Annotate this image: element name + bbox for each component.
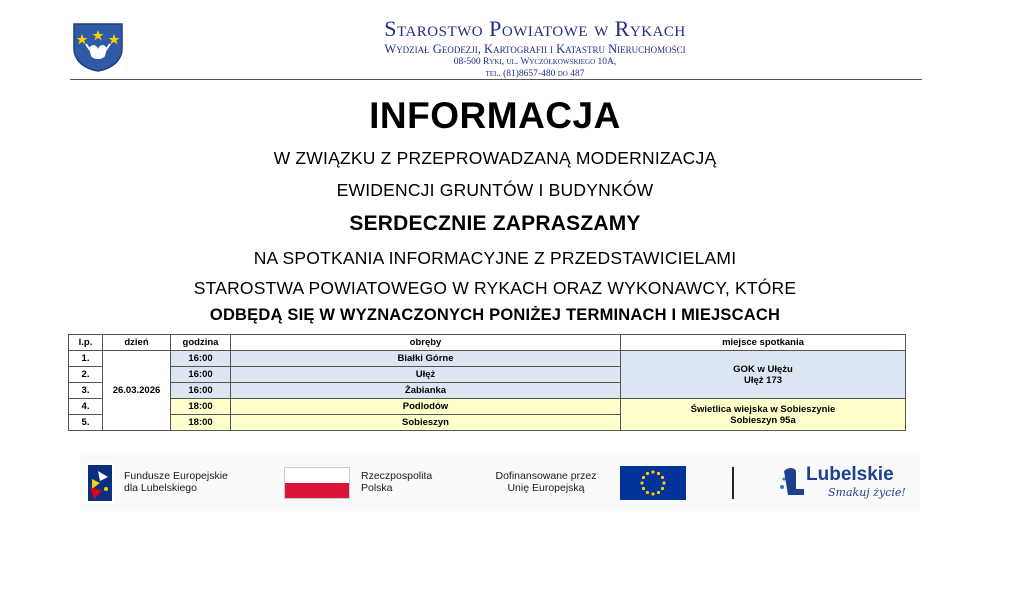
fe-line-2: dla Lubelskiego bbox=[124, 482, 197, 494]
fe-line-1: Fundusze Europejskie bbox=[124, 470, 228, 482]
eu-cofunding-label bbox=[480, 470, 612, 494]
invitation-heading: SERDECZNIE ZAPRASZAMY bbox=[349, 212, 641, 235]
rp-line-2: Polska bbox=[361, 482, 393, 494]
header-time: godzina bbox=[171, 335, 231, 351]
office-phone: tel. (81)8657-480 do 487 bbox=[485, 69, 585, 79]
header-lp: l.p. bbox=[69, 335, 103, 351]
cell-obreb: Białki Górne bbox=[231, 351, 621, 367]
page-title: INFORMACJA bbox=[369, 95, 621, 136]
place-2-name: Świetlica wiejska w Sobieszynie bbox=[690, 403, 836, 415]
rp-line-1: Rzeczpospolita bbox=[361, 470, 433, 482]
cell-time: 16:00 bbox=[171, 367, 231, 383]
eu-flag-icon bbox=[620, 466, 686, 500]
office-name: Starostwo Powiatowe w Rykach bbox=[384, 16, 686, 41]
table-header-row bbox=[69, 335, 906, 351]
office-header bbox=[230, 16, 840, 80]
cell-obreb: Ułęż bbox=[231, 367, 621, 383]
european-funds-label bbox=[124, 470, 228, 494]
table-row bbox=[69, 351, 906, 367]
cell-lp: 3. bbox=[69, 383, 103, 399]
cell-time: 18:00 bbox=[171, 399, 231, 415]
place-1-name: GOK w Ułężu bbox=[733, 363, 793, 375]
cell-time: 16:00 bbox=[171, 383, 231, 399]
logo-separator bbox=[732, 467, 734, 499]
cell-lp: 2. bbox=[69, 367, 103, 383]
header-divider bbox=[70, 79, 922, 80]
text-line-4: NA SPOTKANIA INFORMACYJNE Z PRZEDSTAWICIELAMI bbox=[253, 248, 737, 268]
cell-obreb: Sobieszyn bbox=[231, 415, 621, 431]
cell-lp: 1. bbox=[69, 351, 103, 367]
coat-of-arms-icon bbox=[72, 22, 124, 72]
ue-line-1: Dofinansowane przez bbox=[495, 470, 597, 482]
header-place: miejsce spotkania bbox=[621, 335, 906, 351]
lubelskie-name: Lubelskie bbox=[806, 464, 894, 485]
funding-logos-bar bbox=[80, 455, 920, 511]
text-line-5: STAROSTWA POWIATOWEGO W RYKACH ORAZ WYKONAWCY, KTÓRE bbox=[193, 278, 797, 298]
cell-lp: 5. bbox=[69, 415, 103, 431]
cell-time: 18:00 bbox=[171, 415, 231, 431]
poland-flag-icon bbox=[284, 467, 350, 499]
cell-day: 26.03.2026 bbox=[103, 351, 171, 431]
cell-place-2 bbox=[621, 399, 906, 431]
place-2-address: Sobieszyn 95a bbox=[730, 414, 796, 426]
table-row bbox=[69, 399, 906, 415]
department-name: Wydział Geodezji, Kartografii i Katastru Nieruchomości bbox=[384, 42, 686, 56]
cell-time: 16:00 bbox=[171, 351, 231, 367]
ue-line-2: Unię Europejską bbox=[507, 482, 585, 494]
meeting-schedule-table bbox=[68, 334, 906, 431]
cell-place-1 bbox=[621, 351, 906, 399]
european-funds-logo-icon bbox=[86, 463, 114, 503]
text-line-1: W ZWIĄZKU Z PRZEPROWADZANĄ MODERNIZACJĄ bbox=[273, 148, 717, 168]
header-day: dzień bbox=[103, 335, 171, 351]
place-1-address: Ułęż 173 bbox=[743, 374, 783, 386]
text-line-2: EWIDENCJI GRUNTÓW I BUDYNKÓW bbox=[336, 180, 654, 200]
header-obreby: obręby bbox=[231, 335, 621, 351]
lubelskie-slogan: Smakuj życie! bbox=[828, 486, 906, 499]
office-address: 08-500 Ryki, ul. Wyczółkowskiego 10A, bbox=[453, 57, 617, 67]
text-line-6: ODBĘDĄ SIĘ W WYZNACZONYCH PONIŻEJ TERMINACH I MIEJSCACH bbox=[209, 306, 781, 324]
cell-obreb: Żabianka bbox=[231, 383, 621, 399]
cell-obreb: Podlodów bbox=[231, 399, 621, 415]
poland-label bbox=[361, 470, 432, 494]
cell-lp: 4. bbox=[69, 399, 103, 415]
